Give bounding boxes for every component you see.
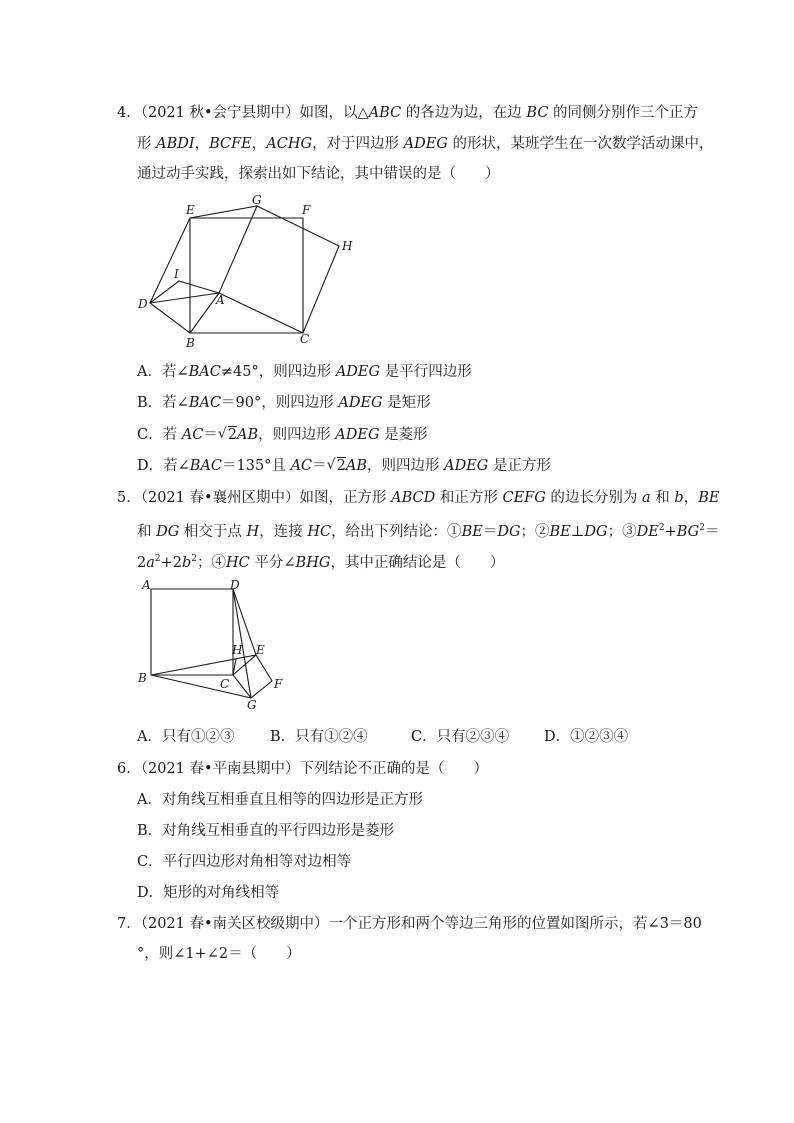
q4-square-bcfe	[190, 218, 303, 333]
q4-label-a: A	[216, 293, 225, 307]
q6-number: 6．	[117, 761, 141, 777]
q4-stem-line1: 4．（2021 秋•会宁县期中）如图，以△ABC 的各边为边，在边 BC 的同侧分别作三个正方	[117, 105, 699, 121]
q4-option-c[interactable]: C．若 AC＝√ 2AB，则四边形 ADEG 是菱形	[137, 425, 428, 445]
q5-stem-line1: 5．（2021 春•襄州区期中）如图，正方形 ABCD 和正方形 CEFG 的边长分别为 a 和 b，BE	[117, 490, 720, 506]
q5-label-h: H	[232, 643, 243, 657]
q4-label-d: D	[138, 297, 148, 311]
q6-option-c[interactable]: C．平行四边形对角相等对边相等	[137, 854, 352, 870]
q5-label-g: G	[247, 698, 257, 712]
q5-square-cefg	[233, 655, 272, 698]
q5-options-row	[137, 727, 628, 747]
q7-number: 7．	[117, 916, 141, 932]
q5-stem-line3: $2a^2+2b^2$；④HC 平分∠BHG，其中正确结论是（ ）	[137, 554, 505, 571]
q5-number: 5．	[117, 490, 141, 506]
q6-option-d[interactable]: D．矩形的对角线相等	[137, 885, 280, 901]
q4-label-b: B	[186, 336, 195, 350]
q4-square-achg	[219, 206, 339, 333]
q4-number: 4．	[117, 105, 141, 121]
sqrt-symbol: √ 2	[218, 425, 237, 445]
q4-option-b[interactable]: B．若∠BAC＝90°，则四边形 ADEG 是矩形	[137, 395, 431, 411]
q4-stem-line2: 形 ABDI，BCFE，ACHG，对于四边形 ADEG 的形状，某班学生在一次数学活动课中，	[137, 136, 714, 152]
q5-label-e: E	[256, 643, 265, 657]
q5-option-c[interactable]: C．只有②③④	[411, 729, 510, 745]
q6-option-b[interactable]: B．对角线互相垂直的平行四边形是菱形	[137, 823, 395, 839]
q7-stem-line2: °，则∠1+∠2＝（ ）	[137, 946, 301, 962]
q6-stem: 6．（2021 春•平南县期中）下列结论不正确的是（ ）	[117, 761, 489, 777]
q5-stem-line2: 和 DG 相交于点 H，连接 HC，给出下列结论：①BE＝DG；②BE⊥DG；$③DE^2+BG^2=$	[137, 523, 720, 540]
q5-label-c: C	[220, 677, 230, 691]
q5-option-b[interactable]: B．只有①②④	[270, 729, 368, 745]
q7-stem-line1: 7．（2021 春•南关区校级期中）一个正方形和两个等边三角形的位置如图所示，若∠3＝80	[117, 916, 702, 932]
q5-label-f: F	[274, 677, 283, 691]
q5-label-b: B	[138, 671, 147, 685]
q5-option-d[interactable]: D．①②③④	[544, 729, 629, 745]
q6-option-a[interactable]: A．对角线互相垂直且相等的四边形是正方形	[137, 792, 423, 808]
q4-label-f: F	[302, 203, 311, 217]
q4-label-h: H	[342, 239, 353, 253]
q5-label-d: D	[230, 578, 240, 592]
q5-option-a[interactable]: A．只有①②③	[137, 729, 235, 745]
q4-option-d[interactable]: D．若∠BAC＝135°且 AC＝√ 2AB，则四边形 ADEG 是正方形	[137, 456, 551, 476]
q4-figure	[130, 192, 370, 352]
q4-option-a[interactable]: A．若∠BAC≠45°，则四边形 ADEG 是平行四边形	[137, 364, 472, 380]
q4-label-e: E	[186, 203, 195, 217]
q4-stem-line3: 通过动手实践，探索出如下结论，其中错误的是（ ）	[137, 166, 500, 182]
q4-label-g: G	[252, 193, 262, 207]
q4-square-abdi	[150, 281, 219, 333]
q5-figure	[130, 575, 300, 715]
q4-label-c: C	[300, 332, 310, 346]
sqrt-symbol: √ 2	[327, 456, 346, 476]
q5-label-a: A	[142, 578, 151, 592]
q4-label-i: I	[174, 267, 179, 281]
